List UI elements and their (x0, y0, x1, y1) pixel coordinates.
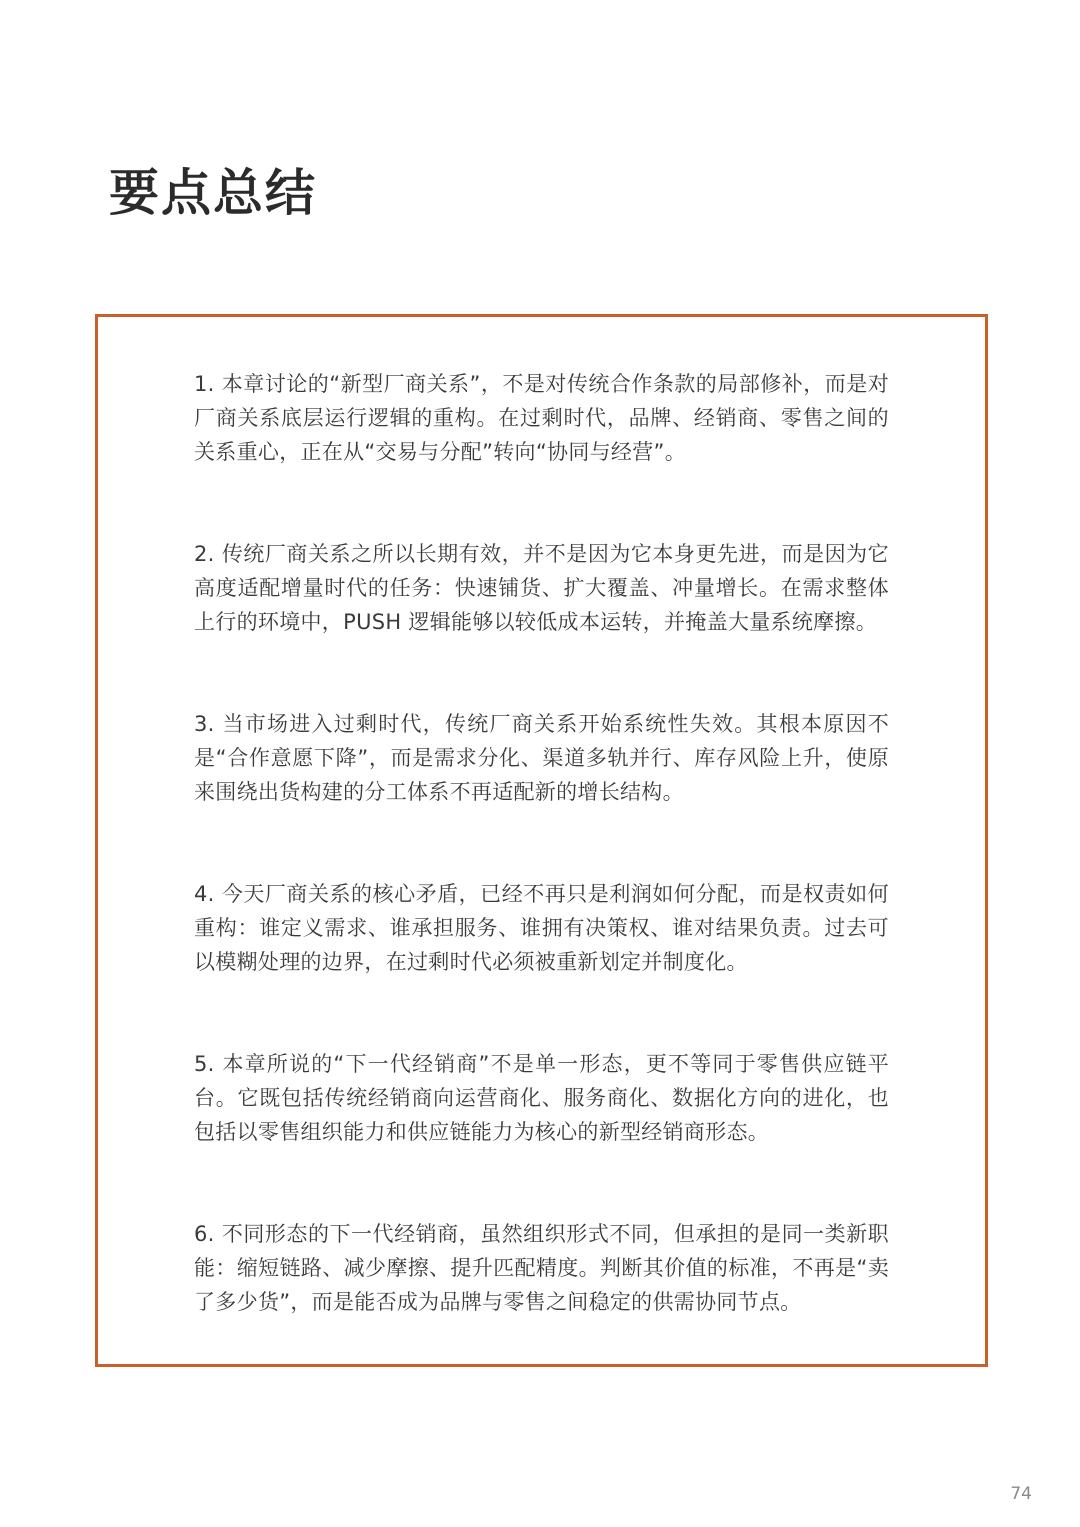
summary-box (95, 314, 988, 1367)
summary-item-3: 3. 当市场进入过剩时代，传统厂商关系开始系统性失效。其根本原因不是“合作意愿下降”，而是需求分化、渠道多轨并行、库存风险上升，使原来围绕出货构建的分工体系不再适配新的增长结构。 (194, 712, 889, 804)
summary-item-2: 2. 传统厂商关系之所以长期有效，并不是因为它本身更先进，而是因为它高度适配增量时代的任务：快速铺货、扩大覆盖、冲量增长。在需求整体上行的环境中，PUSH 逻辑能够以较低成本运转，并掩盖大量系统摩擦。 (194, 542, 889, 634)
summary-item-4: 4. 今天厂商关系的核心矛盾，已经不再只是利润如何分配，而是权责如何重构：谁定义需求、谁承担服务、谁拥有决策权、谁对结果负责。过去可以模糊处理的边界，在过剩时代必须被重新划定并制度化。 (194, 882, 889, 974)
page-number: 74 (1010, 1484, 1032, 1504)
summary-item-5: 5. 本章所说的“下一代经销商”不是单一形态，更不等同于零售供应链平台。它既包括传统经销商向运营商化、服务商化、数据化方向的进化，也包括以零售组织能力和供应链能力为核心的新型经销商形态。 (194, 1052, 889, 1144)
summary-item-1: 1. 本章讨论的“新型厂商关系”，不是对传统合作条款的局部修补，而是对厂商关系底层运行逻辑的重构。在过剩时代，品牌、经销商、零售之间的关系重心，正在从“交易与分配”转向“协同与经营”。 (194, 372, 889, 464)
page-title: 要点总结 (109, 164, 317, 222)
summary-list (194, 367, 889, 1319)
summary-item-6: 6. 不同形态的下一代经销商，虽然组织形式不同，但承担的是同一类新职能：缩短链路、减少摩擦、提升匹配精度。判断其价值的标准，不再是“卖了多少货”，而是能否成为品牌与零售之间稳定的供需协同节点。 (194, 1222, 889, 1314)
